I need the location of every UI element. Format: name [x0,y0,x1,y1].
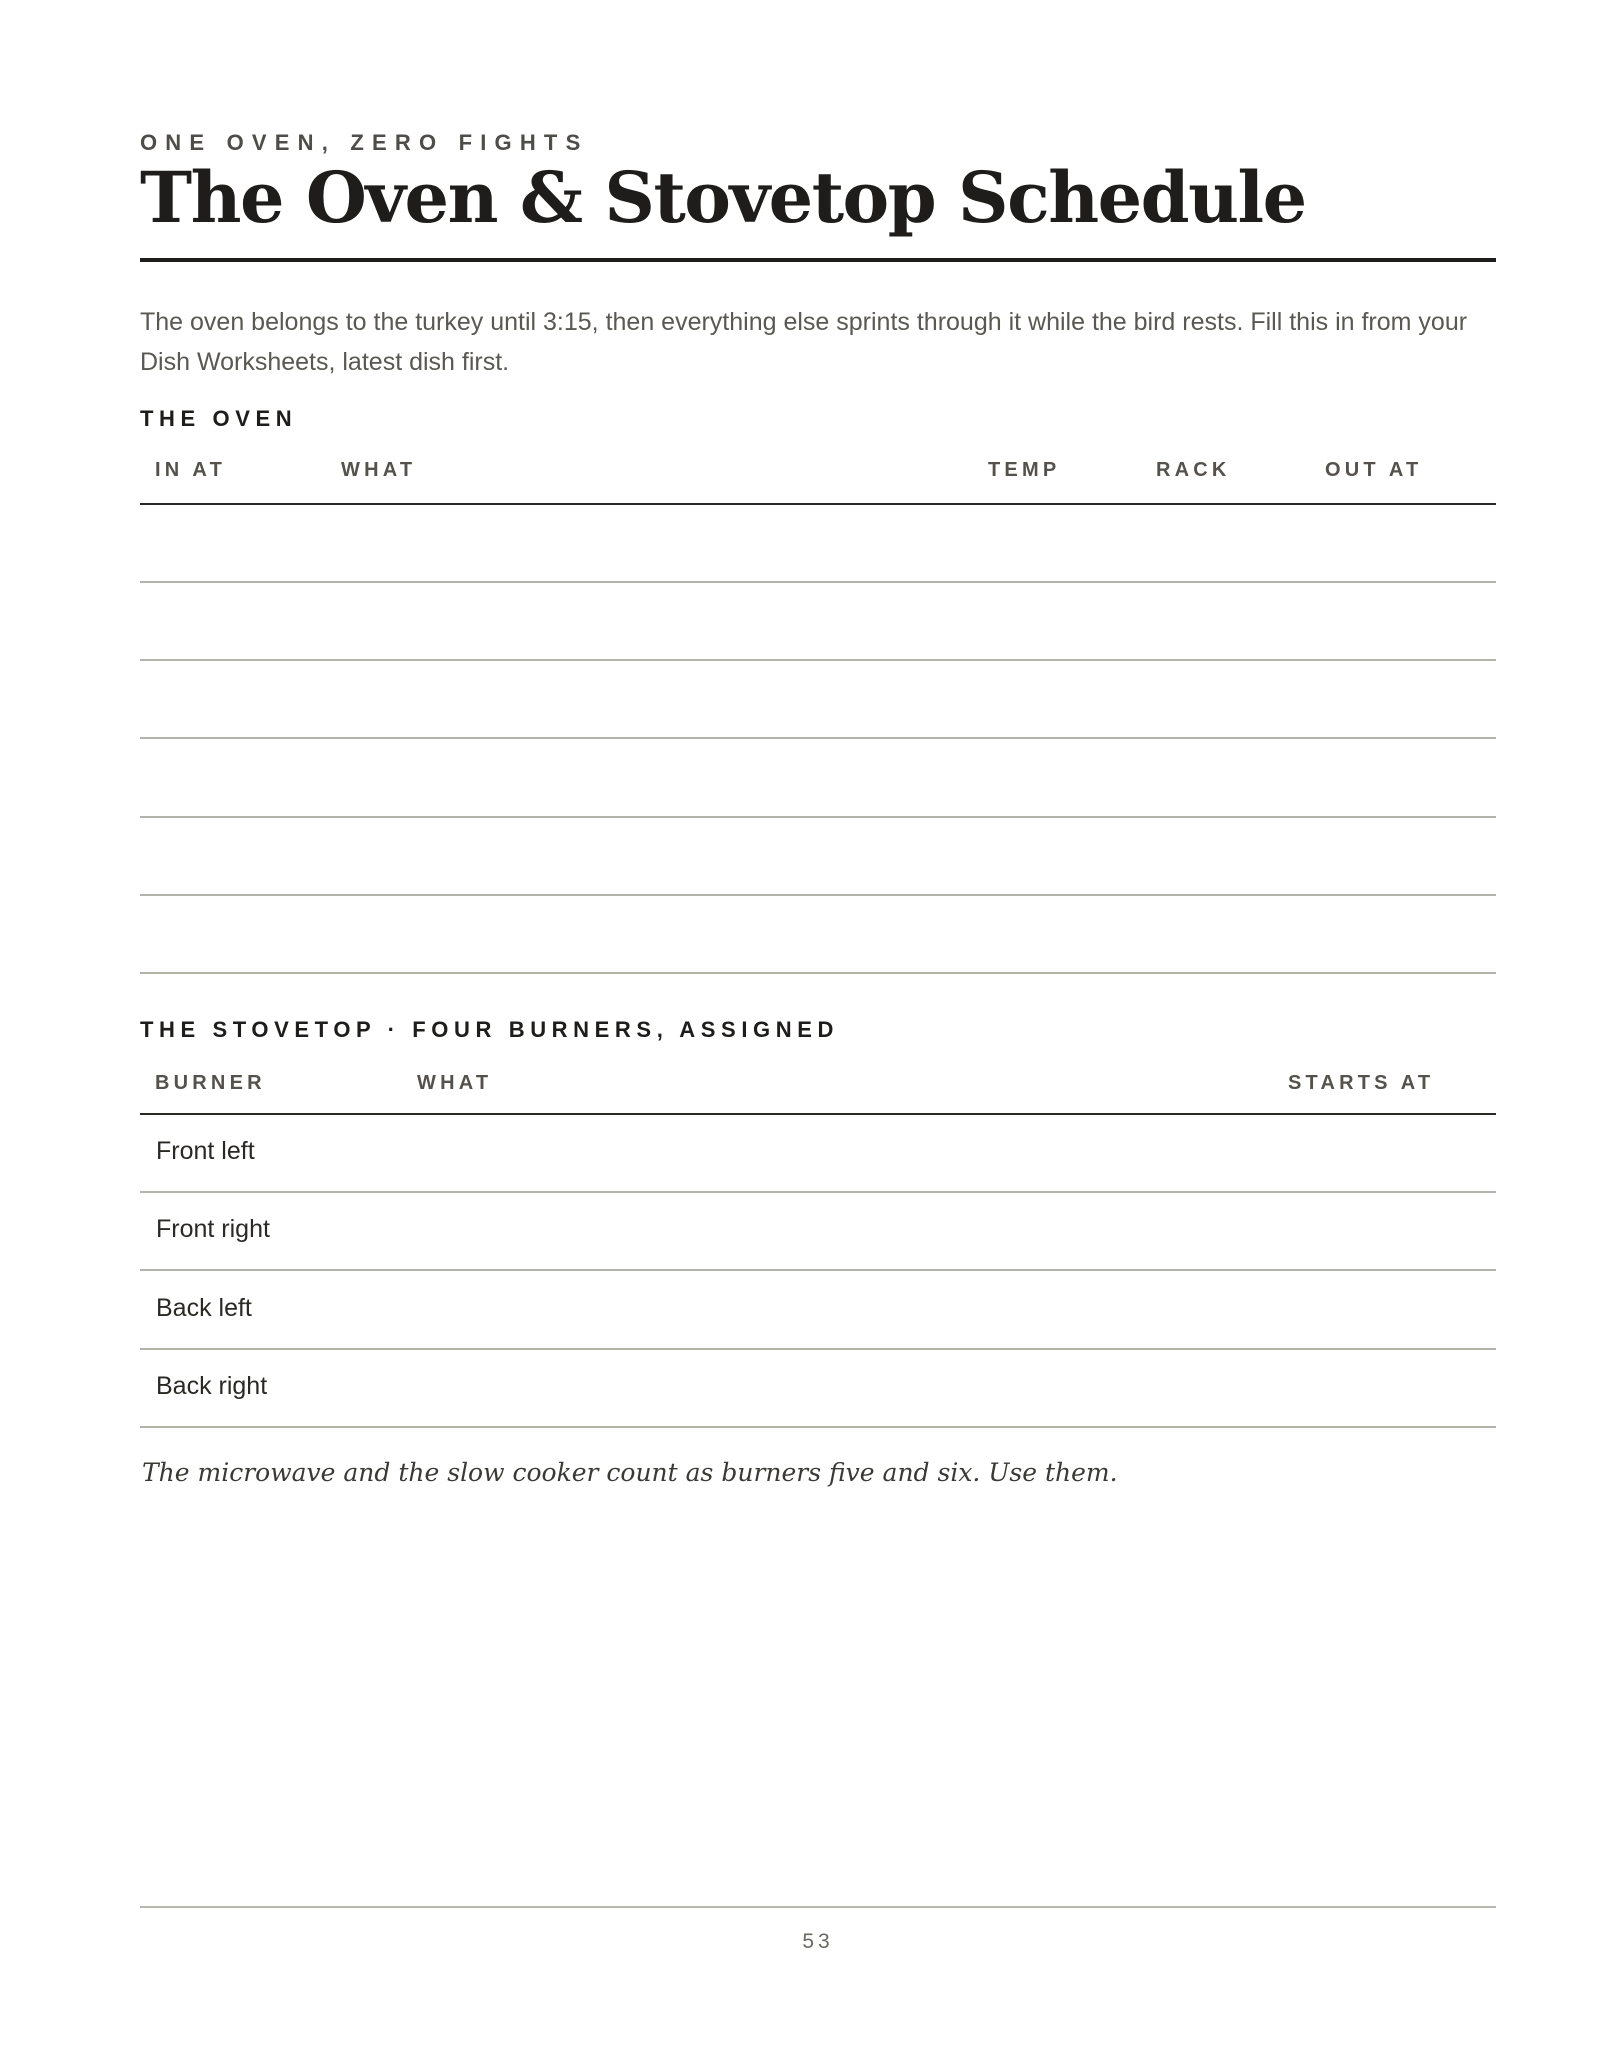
oven-col-what: WHAT [341,459,417,481]
oven-row[interactable] [140,818,1496,896]
intro-paragraph: The oven belongs to the turkey until 3:15, then everything else sprints through it while the bird rests. Fill this in from your Dish Worksheets, latest dish first. [140,308,1468,376]
burner-row-front-right[interactable] [140,1193,1496,1271]
page-number: 53 [802,1930,834,1953]
burner-row-back-left[interactable] [140,1272,1496,1350]
oven-col-out-at: OUT AT [1325,459,1423,481]
oven-col-rack: RACK [1156,459,1231,481]
stovetop-col-what: WHAT [417,1072,493,1094]
burner-row-front-left[interactable] [140,1115,1496,1193]
stovetop-col-starts-at: STARTS AT [1288,1072,1435,1094]
handwritten-note: The microwave and the slow cooker count as burners five and six. Use them. [142,1458,1118,1487]
title-divider [140,258,1496,262]
oven-row[interactable] [140,740,1496,818]
burner-label: Front left [156,1137,255,1165]
oven-row[interactable] [140,505,1496,583]
oven-row[interactable] [140,583,1496,661]
oven-row[interactable] [140,661,1496,739]
stovetop-table-header [140,1072,1496,1108]
page-title: The Oven & Stovetop Schedule [140,156,1306,239]
burner-label: Back left [156,1294,252,1322]
oven-row[interactable] [140,896,1496,974]
stovetop-col-burner: BURNER [155,1072,266,1094]
footer-divider [140,1906,1496,1908]
oven-col-temp: TEMP [988,459,1061,481]
oven-col-in-at: IN AT [155,459,226,481]
oven-table-header [140,459,1496,495]
burner-label: Back right [156,1372,268,1400]
page-kicker: ONE OVEN, ZERO FIGHTS [140,130,589,155]
burner-label: Front right [156,1215,270,1243]
stovetop-section-title: THE STOVETOP · FOUR BURNERS, ASSIGNED [140,1017,840,1042]
oven-section-title: THE OVEN [140,406,298,431]
burner-row-back-right[interactable] [140,1350,1496,1428]
